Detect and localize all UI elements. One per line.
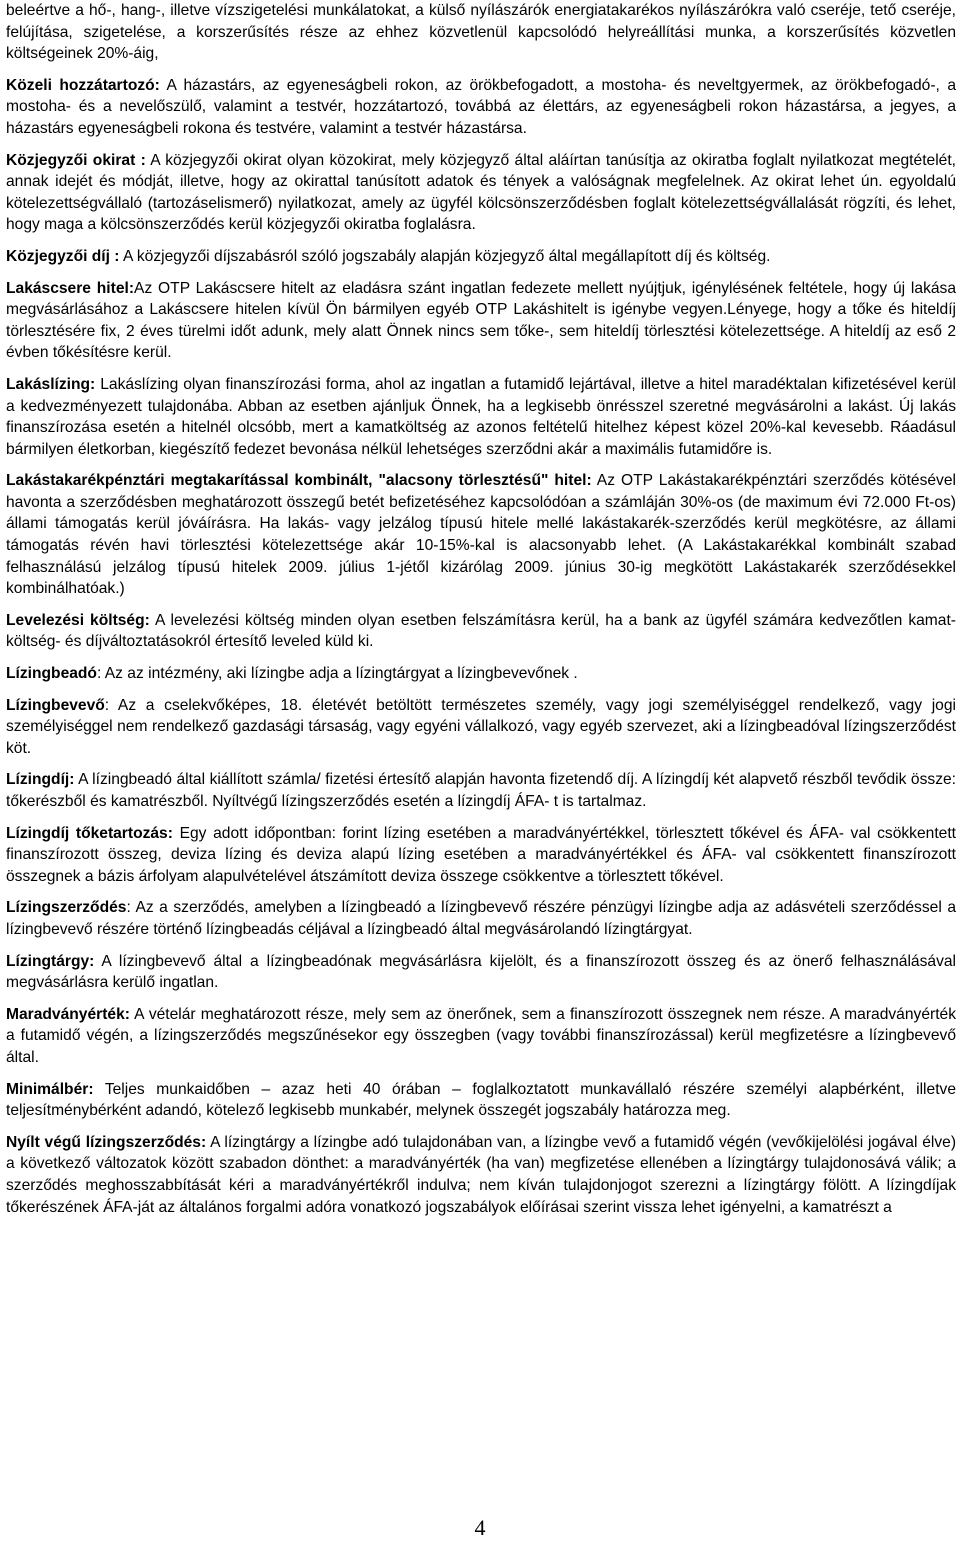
glossary-definition: A lízingtárgy a lízingbe adó tulajdonában van, a lízingbe vevő a futamidő végén (vevőkijelölési jogával élve) a következő változatok között szabadon dönthet: a maradványérték (ha van) megfizetése ellenében a lízingtárgy tulajdonosává válik; a szerződés meghosszabbítását kéri a maradványértékről indulva; nem kíván tulajdonjogot szerezni a lízingtárgy fölött. A lízingdíjak tőkerészének ÁFA-ját az általános forgalmi adóra vonatkozó jogszabályok előírásai szerint vissza lehet igényelni, a kamatrészt a	[6, 1133, 957, 1216]
glossary-definition: Az OTP Lakáscsere hitelt az eladásra szánt ingatlan fedezete mellett nyújtjuk, igénylésének feltétele, hogy új lakása megvásárlásához a Lakáscsere hitelen kívül Ön bármilyen egyéb OTP Lakáshitelt is igénybe vegyen.Lényege, hogy a tőke és hiteldíj törlesztésére fix, 2 éves türelmi időt adunk, mely alatt Önnek nincs sem tőke-, sem hiteldíj törlesztési kötelezettsége. A hiteldíj az eső 2 évben tőkésítésre kerül.	[6, 279, 957, 362]
glossary-term: Lízingbeadó	[6, 665, 97, 683]
glossary-definition: Lakáslízing olyan finanszírozási forma, ahol az ingatlan a futamidő lejártával, illetve a hitel maradéktalan kifizetésével kerül a kedvezményezett tulajdonába. Abban az esetben ajánljuk Önnek, ha a legkisebb önrésszel szeretné megvásárolni a lakást. Új lakás finanszírozása esetén a hitelnél olcsóbb, mert a kamatköltség az azonos feltételű hitelhez képest közel 20%-kal kevesebb. Ráadásul bármilyen életkorban, kiegészítő fedezet bevonása nélkül lehetséges szerződni akár a maximális futamidőre is.	[6, 375, 956, 458]
glossary-term: Lakáscsere hitel:	[6, 279, 135, 297]
glossary-term: Közjegyzői díj :	[6, 247, 120, 265]
glossary-term: Maradványérték:	[6, 1005, 130, 1023]
glossary-entry	[6, 1132, 956, 1218]
glossary-term: Lízingtárgy:	[6, 952, 95, 970]
glossary-definition: A közjegyzői díjszabásról szóló jogszabály alapján közjegyző által megállapított díj és költség.	[119, 247, 771, 265]
glossary-term: Lízingbevevő	[6, 696, 105, 714]
glossary-entry	[6, 1079, 956, 1122]
glossary-entry	[6, 75, 956, 140]
glossary-entry	[6, 769, 956, 812]
glossary-definition: : Az a szerződés, amelyben a lízingbeadó a lízingbevevő részére pénzügyi lízingbe adja az adásvételi szerződéssel a lízingbevevő részére történő lízingbeadás céljával a lízingbeadó által megvásárolandó lízingtárgyat.	[6, 899, 956, 938]
glossary-entry	[6, 823, 956, 888]
glossary-term: Lakástakarékpénztári megtakarítással kombinált, "alacsony törlesztésű" hitel:	[6, 472, 592, 490]
glossary-term: Nyílt végű lízingszerződés:	[6, 1133, 207, 1151]
glossary-definition: A közjegyzői okirat olyan közokirat, mely közjegyző által aláírtan tanúsítja az okiratba foglalt nyilatkozat megtételét, annak idejét és módját, illetve, hogy az okirattal tanúsított adatok és tények a valóságnak megfelelnek. Az okirat lehet ún. egyoldalú kötelezettségvállaló (tartozáselismerő) nyilatkozat, amely az ügyfél kölcsönszerződésben foglalt kötelezettségvállalását rögzíti, és lehet, hogy maga a kölcsönszerződés kerül közjegyzői okiratba foglalásra.	[6, 151, 956, 234]
glossary-definition: : Az a cselekvőképes, 18. életévét betöltött természetes személy, vagy jogi személyiséggel rendelkező, vagy jogi személyiséggel nem rendelkező gazdasági társaság, vagy egyéni vállalkozó, vagy egyéb szervezet, aki a lízingbeadóval lízingszerződést köt.	[6, 696, 956, 757]
glossary-term: Közeli hozzátartozó:	[6, 76, 160, 94]
glossary-definition: A lízingbevevő által a lízingbeadónak megvásárlásra kijelölt, és a finanszírozott összeg és az önerő felhasználásával megvásárlásra kerülő ingatlan.	[6, 952, 956, 992]
glossary-entry	[6, 150, 956, 236]
glossary-term: Lízingszerződés	[6, 899, 127, 917]
glossary-entry	[6, 897, 956, 940]
intro-paragraph: beleértve a hő-, hang-, illetve vízszigetelési munkálatokat, a külső nyílászárók energiatakarékos nyílászárókra való cseréje, tető cseréje, felújítása, szigetelése, a korszerűsítés része az ehhez közvetlenül kapcsolódó helyreállítási munka, a korszerűsítés közvetlen költségeinek 20%-áig,	[6, 2, 956, 63]
glossary-entry	[6, 695, 956, 760]
glossary-term: Lízingdíj:	[6, 771, 75, 789]
glossary-term: Lakáslízing:	[6, 375, 96, 393]
glossary-definition: A levelezési költség minden olyan esetben felszámításra kerül, ha a bank az ügyfél számára kedvezőtlen kamat- költség- és díjváltoztatásokról értesítő leveled küld ki.	[6, 611, 956, 651]
glossary-entry	[6, 951, 956, 994]
glossary-definition: A házastárs, az egyeneságbeli rokon, az örökbefogadott, a mostoha- és neveltgyermek, az örökbefogadó-, a mostoha- és a nevelőszülő, valamint a testvér, hozzátartozó, továbbá az élettárs, az egyeneságbeli rokon házastársa, a jegyes, a házastárs egyeneságbeli rokona és testvére, valamint a testvér házastársa.	[6, 76, 956, 137]
glossary-definition: Az OTP Lakástakarékpénztári szerződés kötésével havonta a szerződésben meghatározott összegű betét befizetéséhez kapcsolódóan a számláján 30%-os (de maximum évi 72.000 Ft-os) állami támogatás kerül jóváírásra. Ha lakás- vagy jelzálog típusú hitele mellé lakástakarék-szerződés kerül megkötésre, az állami támogatás révén havi törlesztési kötelezettsége akár 10-15%-kal is alacsonyabb lehet. (A Lakástakarékkal kombinált szabad felhasználású jelzálog típusú hitelek 2009. július 1-jétől kizárólag 2009. június 30-ig megkötött Lakástakarék szerződésekkel kombinálhatóak.)	[6, 472, 956, 598]
page-number: 4	[474, 1515, 486, 1540]
glossary-term: Levelezési költség:	[6, 611, 150, 629]
glossary-definition: : Az az intézmény, aki lízingbe adja a lízingtárgyat a lízingbevevőnek .	[96, 665, 578, 683]
glossary-definition: A vételár meghatározott része, mely sem az önerőnek, sem a finanszírozott összegnek nem része. A maradványérték a futamidő végén, a lízingszerződés megszűnésekor egy összegben (vagy további finanszírozással) kerül megfizetésre a lízingbevevő által.	[6, 1005, 956, 1066]
glossary-term: Minimálbér:	[6, 1080, 94, 1098]
glossary-definition: Teljes munkaidőben – azaz heti 40 órában – foglalkoztatott munkavállaló részére személyi alapbérként, illetve teljesítménybérként adandó, kötelező legkisebb munkabér, melynek összegét jogszabály határozza meg.	[6, 1080, 956, 1120]
glossary-definition: A lízingbeadó által kiállított számla/ fizetési értesítő alapján havonta fizetendő díj. A lízingdíj két alapvető részből tevődik össze: tőkerészből és kamatrészből. Nyíltvégű lízingszerződés esetén a lízingdíj ÁFA- t is tartalmaz.	[6, 771, 956, 810]
glossary-definition: Egy adott időpontban: forint lízing esetében a maradványértékkel, törlesztett tőkével és ÁFA- val csökkentett finanszírozott összeg, deviza lízing és deviza alapú lízing esetében a maradványértékkel és ÁFA- val csökkentett finanszírozott összegnek a bázis árfolyam alapulvételével átszámított deviza összege csökkentve a törlesztett tőkével.	[6, 824, 956, 885]
glossary-entry	[6, 1004, 956, 1069]
glossary-entry	[6, 470, 956, 600]
glossary-term: Közjegyzői okirat :	[6, 151, 146, 169]
glossary-entries	[6, 75, 956, 1218]
glossary-entry	[6, 610, 956, 653]
document-page	[6, 0, 956, 1228]
glossary-entry	[6, 374, 956, 460]
glossary-term: Lízingdíj tőketartozás:	[6, 824, 173, 842]
glossary-entry	[6, 246, 956, 268]
glossary-entry	[6, 278, 956, 364]
glossary-entry	[6, 663, 956, 685]
